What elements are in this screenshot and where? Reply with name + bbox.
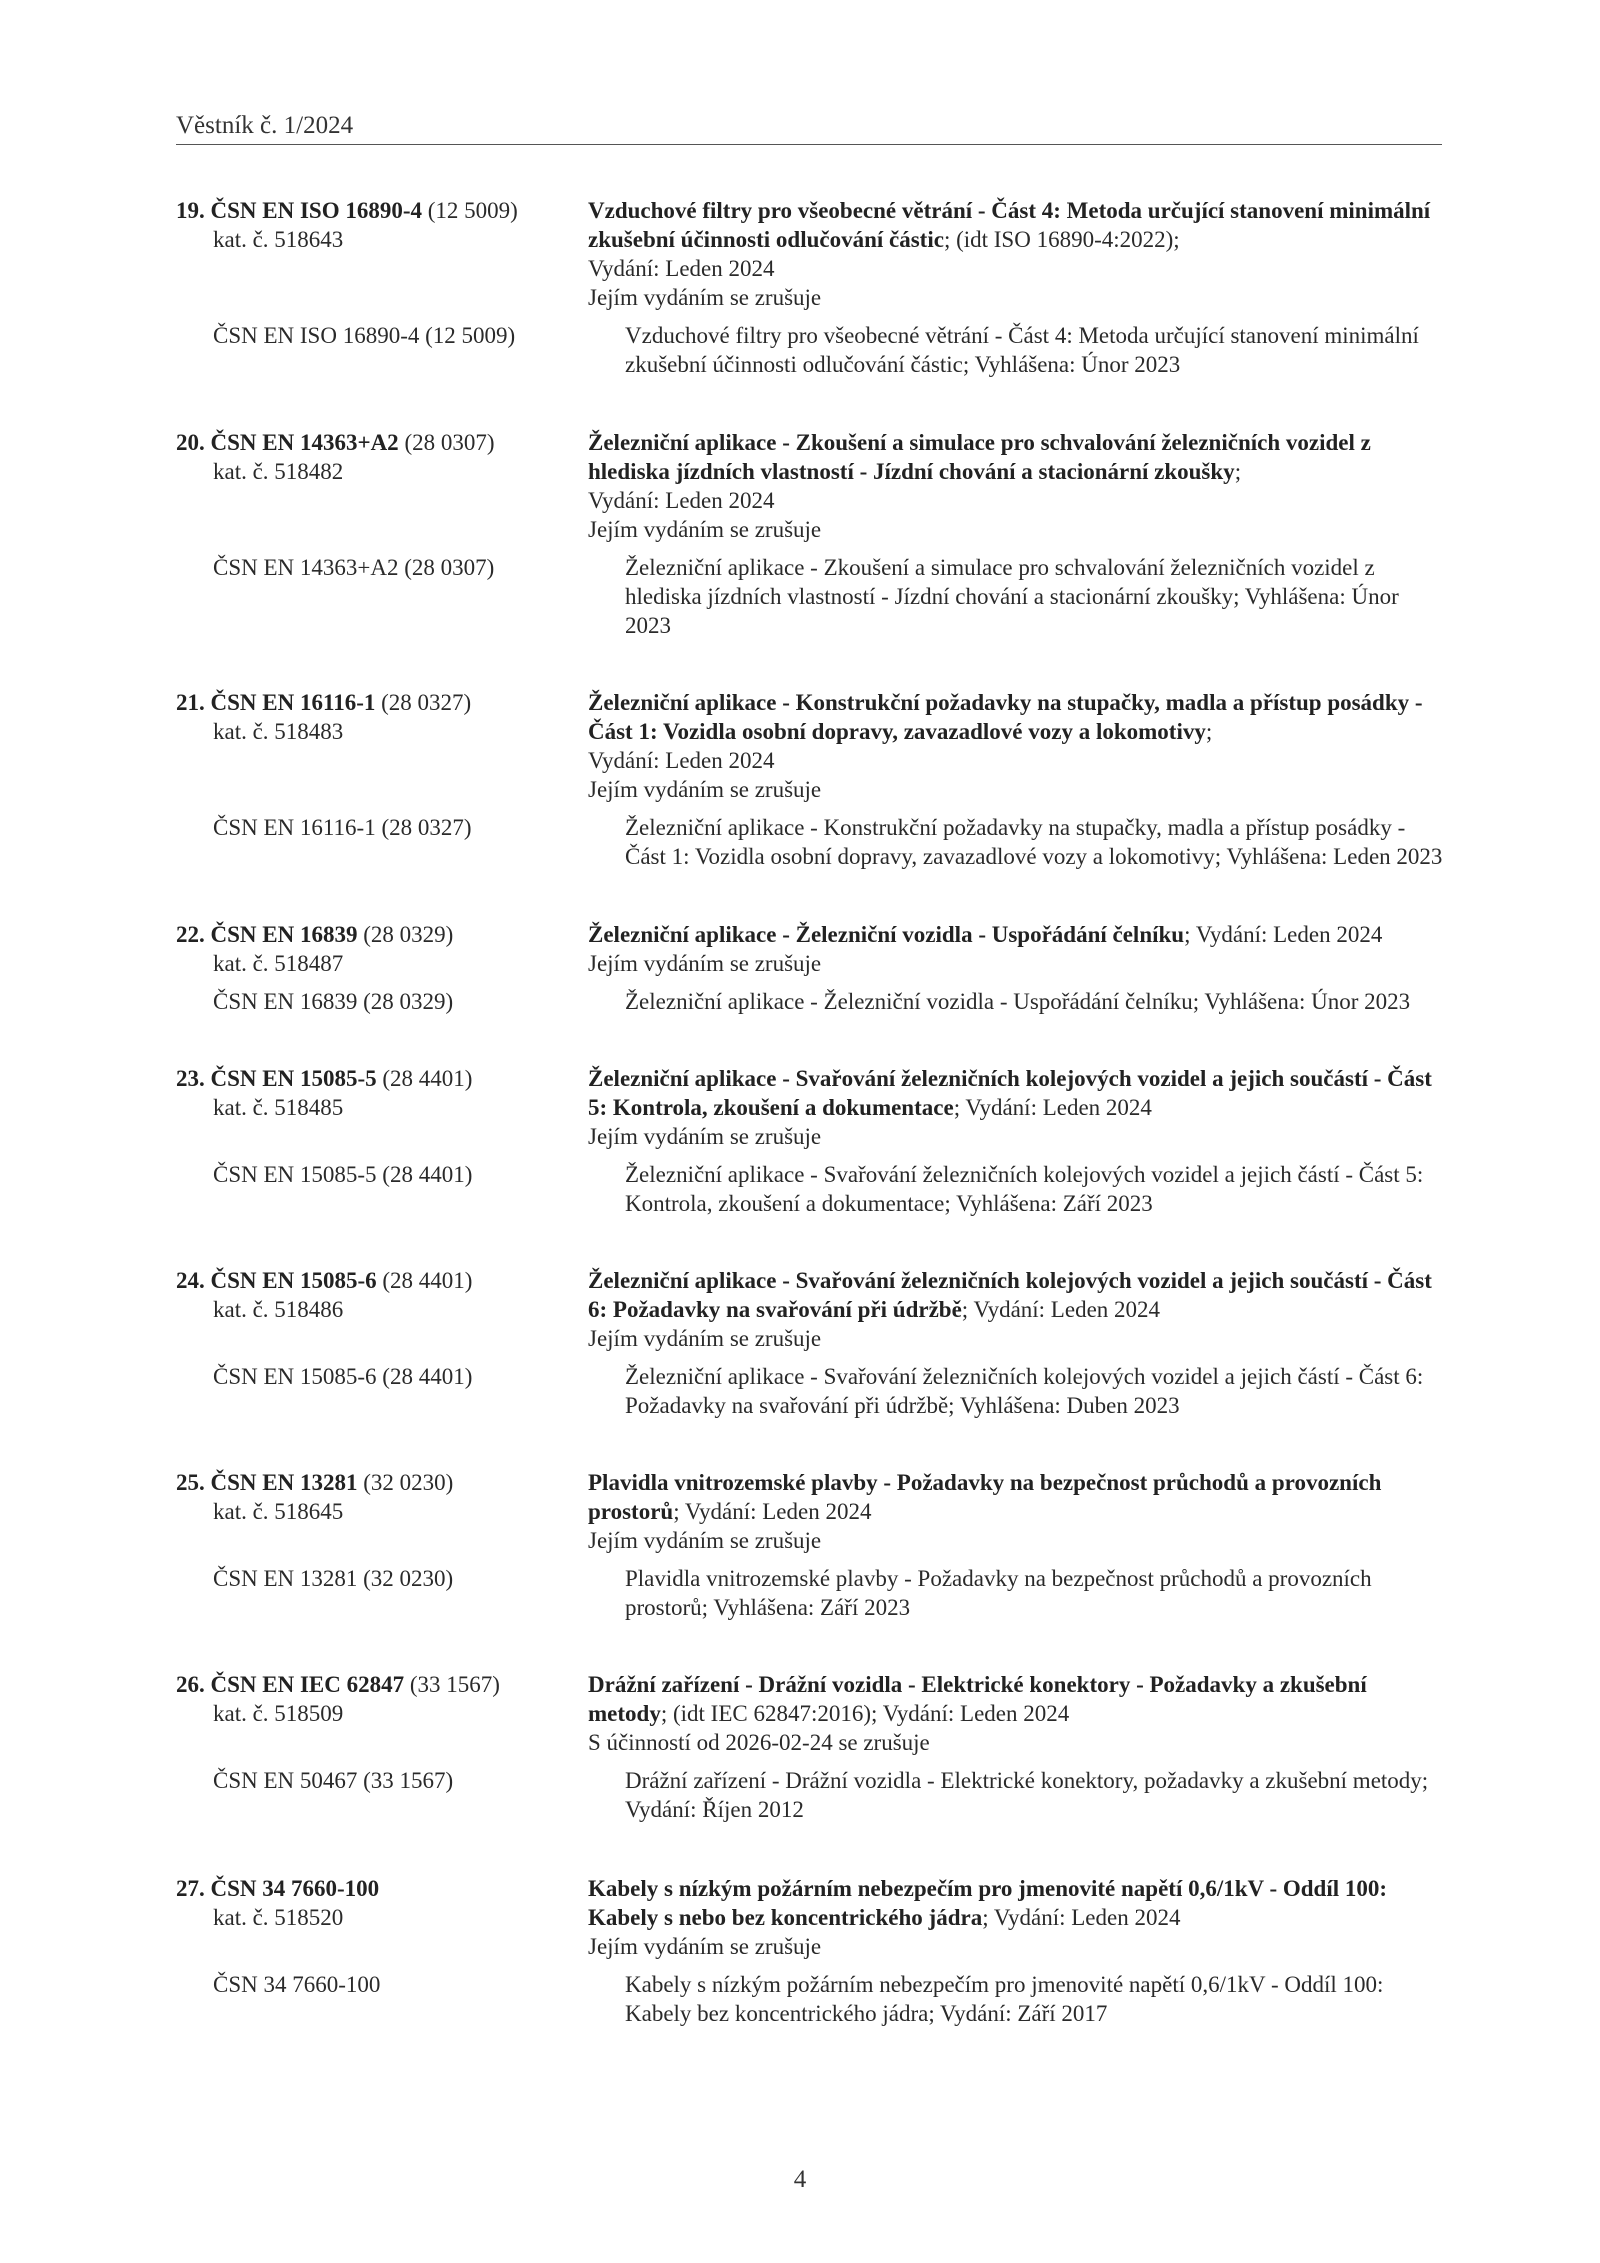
title-line — [588, 428, 1446, 486]
replaced-standard-description: Železniční aplikace - Svařování železničních kolejových vozidel a jejich částí - Část 6: Požadavky na svařování při údržbě; Vyhlášena: Duben 2023 — [625, 1364, 1424, 1418]
new-standard-row — [176, 1670, 1446, 1757]
classification-number: (28 0329) — [363, 922, 454, 947]
designation-line — [176, 688, 588, 717]
catalog-number: kat. č. 518482 — [213, 459, 344, 484]
catalog-number: kat. č. 518509 — [213, 1701, 344, 1726]
entry-number: 27. — [176, 1876, 205, 1901]
standard-designation — [176, 1266, 588, 1353]
replaced-standard-description: Plavidla vnitrozemské plavby - Požadavky na bezpečnost průchodů a provozních prostorů; Vyhlášena: Září 2023 — [625, 1566, 1372, 1620]
replacement-note: Jejím vydáním se zrušuje — [588, 951, 822, 976]
classification-number: (28 4401) — [382, 1268, 473, 1293]
replaced-standard-code: ČSN EN 15085-5 (28 4401) — [213, 1162, 473, 1187]
entry-number: 20. — [176, 430, 205, 455]
title-line — [588, 1468, 1446, 1526]
standard-designation — [176, 428, 588, 544]
row-gap — [176, 312, 1446, 321]
standard-title: Vzduchové filtry pro všeobecné větrání - Část 4: Metoda určující stanovení minimální zkušební účinnosti odlučování částic — [588, 198, 1431, 252]
replaced-standard-description: Vzduchové filtry pro všeobecné větrání - Část 4: Metoda určující stanovení minimální zkušební účinnosti odlučování částic; Vyhlášena: Únor 2023 — [625, 323, 1419, 377]
new-standard-row — [176, 1064, 1446, 1151]
catalog-number: kat. č. 518643 — [213, 227, 344, 252]
replaced-standard-code: ČSN EN 15085-6 (28 4401) — [213, 1364, 473, 1389]
replaced-standard-row — [176, 1766, 1446, 1824]
standard-code: ČSN EN IEC 62847 — [210, 1672, 405, 1697]
new-standard-row — [176, 920, 1446, 978]
replaced-standard-row — [176, 1362, 1446, 1420]
replaced-standard-row — [176, 1970, 1446, 2028]
replaced-standard-code: ČSN EN 16839 (28 0329) — [213, 989, 454, 1014]
issue-date: Vydání: Leden 2024 — [588, 256, 775, 281]
title-line — [588, 920, 1446, 949]
title-suffix: ; — [1234, 459, 1242, 484]
title-suffix: ; (idt ISO 16890-4:2022); — [943, 227, 1180, 252]
entry-number: 24. — [176, 1268, 205, 1293]
new-standard-row — [176, 1468, 1446, 1555]
replaced-standard-row — [176, 1564, 1446, 1622]
replaced-standard-code: ČSN EN 14363+A2 (28 0307) — [213, 555, 495, 580]
standard-designation — [176, 1670, 588, 1757]
standard-entry — [176, 1670, 1446, 1824]
standard-designation — [176, 196, 588, 312]
standard-title: Železniční aplikace - Železniční vozidla - Uspořádání čelníku — [588, 922, 1185, 947]
standard-code: ČSN EN ISO 16890-4 — [210, 198, 423, 223]
entry-number: 19. — [176, 198, 205, 223]
replacement-note: Jejím vydáním se zrušuje — [588, 517, 822, 542]
replaced-standard-description: Železniční aplikace - Železniční vozidla - Uspořádání čelníku; Vyhlášena: Únor 2023 — [625, 989, 1411, 1014]
catalog-number: kat. č. 518483 — [213, 719, 344, 744]
replacement-note: Jejím vydáním se zrušuje — [588, 285, 822, 310]
replaced-standard-code: ČSN 34 7660-100 — [213, 1972, 381, 1997]
replacement-note: Jejím vydáním se zrušuje — [588, 1528, 822, 1553]
classification-number: (28 4401) — [382, 1066, 473, 1091]
catalog-number: kat. č. 518485 — [213, 1095, 344, 1120]
replaced-standard-description: Drážní zařízení - Drážní vozidla - Elektrické konektory, požadavky a zkušební metody; Vydání: Říjen 2012 — [625, 1768, 1429, 1822]
title-suffix: ; Vydání: Leden 2024 — [961, 1297, 1161, 1322]
replaced-standard-description: Železniční aplikace - Svařování železničních kolejových vozidel a jejich částí - Část 5: Kontrola, zkoušení a dokumentace; Vyhlášena: Září 2023 — [625, 1162, 1424, 1216]
page-number: 4 — [793, 2166, 807, 2193]
standard-designation — [176, 920, 588, 978]
designation-line — [176, 196, 588, 225]
standard-title: Plavidla vnitrozemské plavby - Požadavky na bezpečnost průchodů a provozních prostorů — [588, 1470, 1382, 1524]
standard-code: ČSN EN 14363+A2 — [210, 430, 399, 455]
entry-number: 23. — [176, 1066, 205, 1091]
catalog-number: kat. č. 518645 — [213, 1499, 344, 1524]
standard-description — [588, 1064, 1446, 1151]
replaced-standard-row — [176, 321, 1446, 379]
designation-line — [176, 1670, 588, 1699]
replacement-note: Jejím vydáním se zrušuje — [588, 777, 822, 802]
title-suffix: ; Vydání: Leden 2024 — [982, 1905, 1181, 1930]
classification-number: (28 0307) — [404, 430, 495, 455]
title-suffix: ; Vydání: Leden 2024 — [673, 1499, 872, 1524]
entry-number: 21. — [176, 690, 205, 715]
new-standard-row — [176, 196, 1446, 312]
standard-designation — [176, 1064, 588, 1151]
replaced-standard-code: ČSN EN 13281 (32 0230) — [213, 1566, 454, 1591]
designation-line — [176, 920, 588, 949]
standard-description — [588, 1266, 1446, 1353]
standard-entry — [176, 1468, 1446, 1622]
entry-number: 25. — [176, 1470, 205, 1495]
standard-description — [588, 196, 1446, 312]
replaced-standard-description: Kabely s nízkým požárním nebezpečím pro jmenovité napětí 0,6/1kV - Oddíl 100: Kabely bez koncentrického jádra; Vydání: Září 2017 — [625, 1972, 1384, 2026]
new-standard-row — [176, 1266, 1446, 1353]
replaced-standard-row — [176, 987, 1446, 1016]
standard-description — [588, 428, 1446, 544]
standard-designation — [176, 1468, 588, 1555]
designation-line — [176, 428, 588, 457]
new-standard-row — [176, 1874, 1446, 1961]
replaced-standard-row — [176, 1160, 1446, 1218]
standard-code: ČSN EN 16839 — [210, 922, 358, 947]
standard-designation — [176, 1874, 588, 1961]
classification-number: (12 5009) — [427, 198, 518, 223]
replaced-standard-description: Železniční aplikace - Zkoušení a simulace pro schvalování železničních vozidel z hlediska jízdních vlastností - Jízdní chování a stacionární zkoušky; Vyhlášena: Únor 2023 — [625, 555, 1399, 638]
standard-title: Železniční aplikace - Zkoušení a simulace pro schvalování železničních vozidel z hlediska jízdních vlastností - Jízdní chování a stacionární zkoušky — [588, 430, 1371, 484]
issue-date: Vydání: Leden 2024 — [588, 488, 775, 513]
standard-entry — [176, 920, 1446, 1016]
row-gap — [176, 804, 1446, 813]
classification-number: (33 1567) — [409, 1672, 500, 1697]
standard-title: Kabely s nízkým požárním nebezpečím pro jmenovité napětí 0,6/1kV - Oddíl 100: Kabely s nebo bez koncentrického jádra — [588, 1876, 1388, 1930]
standard-entry — [176, 428, 1446, 640]
standard-description — [588, 1468, 1446, 1555]
standard-code: ČSN EN 15085-5 — [210, 1066, 377, 1091]
title-line — [588, 1874, 1446, 1932]
issue-date: Vydání: Leden 2024 — [588, 748, 775, 773]
replacement-note: Jejím vydáním se zrušuje — [588, 1124, 822, 1149]
designation-line — [176, 1064, 588, 1093]
replacement-note: S účinností od 2026-02-24 se zrušuje — [588, 1730, 930, 1755]
title-line — [588, 1266, 1446, 1324]
title-suffix: ; Vydání: Leden 2024 — [1184, 922, 1383, 947]
replacement-note: Jejím vydáním se zrušuje — [588, 1934, 822, 1959]
designation-line — [176, 1468, 588, 1497]
standard-entry — [176, 196, 1446, 379]
replaced-standard-description: Železniční aplikace - Konstrukční požadavky na stupačky, madla a přístup posádky - Část 1: Vozidla osobní dopravy, zavazadlové vozy a lokomotivy; Vyhlášena: Leden 2023 — [625, 815, 1443, 869]
standard-title: Železniční aplikace - Svařování železničních kolejových vozidel a jejich součástí - Část 6: Požadavky na svařování při údržbě — [588, 1268, 1432, 1322]
page-header: Věstník č. 1/2024 — [176, 112, 1442, 145]
title-line — [588, 688, 1446, 746]
standard-description — [588, 1670, 1446, 1757]
replaced-standard-row — [176, 553, 1446, 640]
standard-code: ČSN EN 13281 — [210, 1470, 358, 1495]
standard-entry — [176, 688, 1446, 871]
title-suffix: ; — [1205, 719, 1213, 744]
standard-entry — [176, 1266, 1446, 1420]
designation-line — [176, 1874, 588, 1903]
row-gap — [176, 1555, 1446, 1564]
entry-number: 26. — [176, 1672, 205, 1697]
new-standard-row — [176, 428, 1446, 544]
standard-code: ČSN 34 7660-100 — [210, 1876, 380, 1901]
classification-number: (32 0230) — [363, 1470, 454, 1495]
standard-designation — [176, 688, 588, 804]
row-gap — [176, 1757, 1446, 1766]
standard-code: ČSN EN 15085-6 — [210, 1268, 377, 1293]
row-gap — [176, 1961, 1446, 1970]
row-gap — [176, 544, 1446, 553]
replaced-standard-row — [176, 813, 1446, 871]
catalog-number: kat. č. 518487 — [213, 951, 344, 976]
title-line — [588, 1064, 1446, 1122]
entry-number: 22. — [176, 922, 205, 947]
standard-description — [588, 688, 1446, 804]
classification-number: (28 0327) — [381, 690, 472, 715]
standard-description — [588, 1874, 1446, 1961]
replacement-note: Jejím vydáním se zrušuje — [588, 1326, 822, 1351]
title-line — [588, 196, 1446, 254]
row-gap — [176, 1353, 1446, 1362]
designation-line — [176, 1266, 588, 1295]
standard-title: Železniční aplikace - Svařování železničních kolejových vozidel a jejich součástí - Část 5: Kontrola, zkoušení a dokumentace — [588, 1066, 1432, 1120]
catalog-number: kat. č. 518486 — [213, 1297, 344, 1322]
replaced-standard-code: ČSN EN ISO 16890-4 (12 5009) — [213, 323, 516, 348]
standard-entry — [176, 1874, 1446, 2028]
row-gap — [176, 978, 1446, 987]
replaced-standard-code: ČSN EN 16116-1 (28 0327) — [213, 815, 472, 840]
standard-description — [588, 920, 1446, 978]
title-line — [588, 1670, 1446, 1728]
standard-entry — [176, 1064, 1446, 1218]
standard-title: Železniční aplikace - Konstrukční požadavky na stupačky, madla a přístup posádky - Část 1: Vozidla osobní dopravy, zavazadlové vozy a lokomotivy — [588, 690, 1423, 744]
new-standard-row — [176, 688, 1446, 804]
catalog-number: kat. č. 518520 — [213, 1905, 344, 1930]
replaced-standard-code: ČSN EN 50467 (33 1567) — [213, 1768, 454, 1793]
standard-title: Drážní zařízení - Drážní vozidla - Elektrické konektory - Požadavky a zkušební metody — [588, 1672, 1367, 1726]
standard-code: ČSN EN 16116-1 — [210, 690, 376, 715]
title-suffix: ; (idt IEC 62847:2016); Vydání: Leden 2024 — [660, 1701, 1070, 1726]
row-gap — [176, 1151, 1446, 1160]
title-suffix: ; Vydání: Leden 2024 — [953, 1095, 1152, 1120]
